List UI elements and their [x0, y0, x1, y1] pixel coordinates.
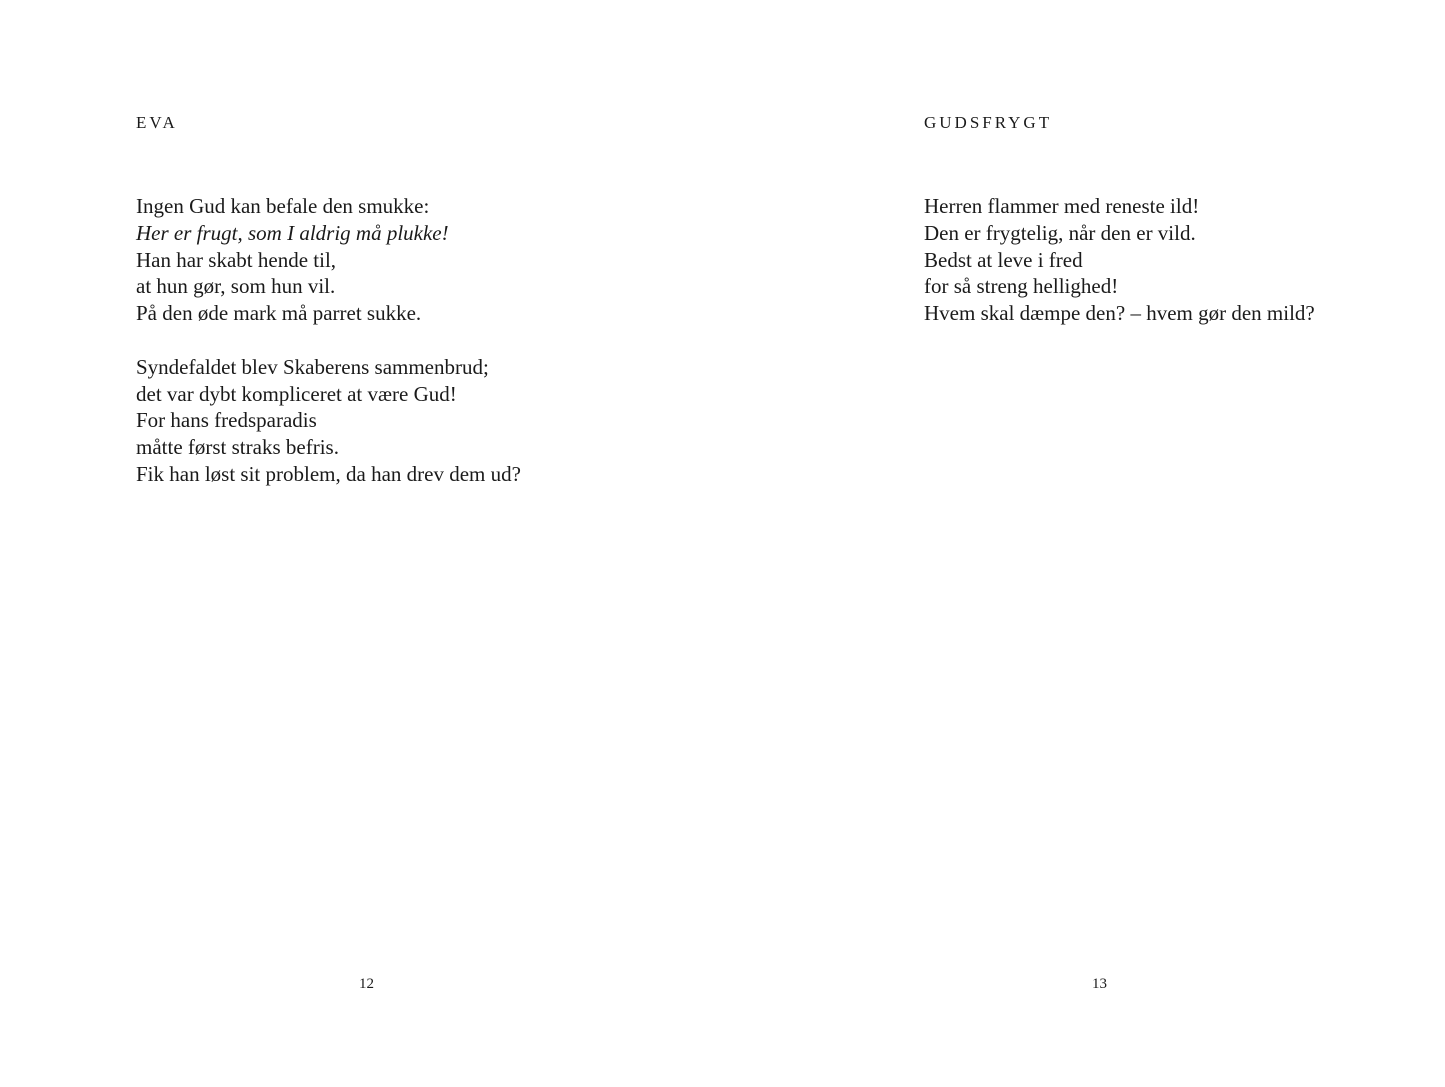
page-number: 12 — [359, 976, 374, 992]
stanza — [136, 354, 521, 488]
left-page — [0, 0, 722, 1087]
poem-line: Ingen Gud kan befale den smukke: — [136, 194, 430, 218]
stanza — [136, 193, 521, 327]
poem-line: for så streng hellighed! — [924, 274, 1119, 299]
poem-line: Syndefaldet blev Skaberens sammenbrud; — [136, 354, 489, 379]
poem-line: For hans fredsparadis — [136, 408, 317, 433]
poem-line: Herren flammer med reneste ild! — [924, 194, 1200, 218]
poem-line: På den øde mark må parret sukke. — [136, 301, 422, 326]
page-number: 13 — [1092, 976, 1107, 992]
poem-line: måtte først straks befris. — [136, 435, 339, 460]
poem-line: det var dybt kompliceret at være Gud! — [136, 381, 457, 406]
poem-line: Den er frygtelig, når den er vild. — [924, 220, 1196, 245]
poem-body-eva — [136, 193, 521, 515]
poem-title-gudsfrygt: GUDSFRYGT — [924, 113, 1053, 132]
poem-line: Hvem skal dæmpe den? – hvem gør den mild? — [924, 301, 1315, 326]
poem-line: at hun gør, som hun vil. — [136, 274, 336, 299]
stanza — [924, 193, 1315, 327]
right-page — [722, 0, 1445, 1087]
poem-title-eva: EVA — [136, 113, 178, 132]
poem-body-gudsfrygt — [924, 193, 1315, 354]
poem-line: Bedst at leve i fred — [924, 247, 1083, 272]
poem-line: Han har skabt hende til, — [136, 247, 337, 272]
poem-line: Fik han løst sit problem, da han drev dem ud? — [136, 461, 521, 486]
poem-line-italic: Her er frugt, som I aldrig må plukke! — [136, 220, 449, 245]
